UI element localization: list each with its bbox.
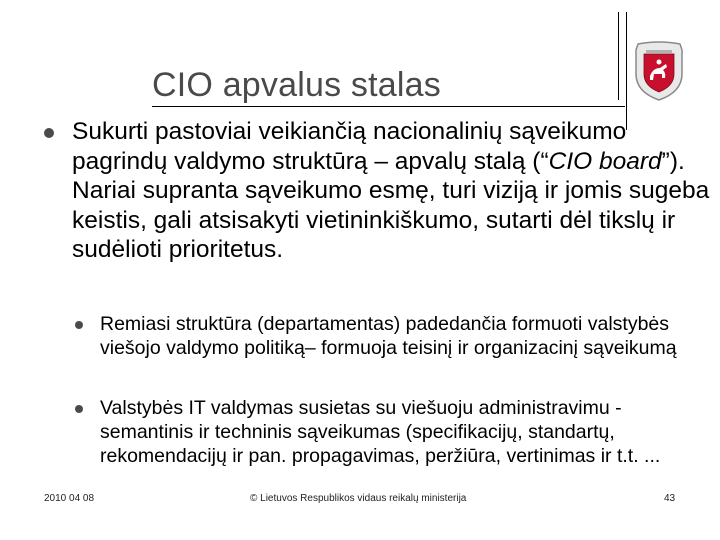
bullet-dot-sub-1 (75, 321, 83, 329)
main-bullet-text-italic: CIO board (548, 147, 662, 175)
coat-of-arms-icon (632, 40, 686, 102)
main-bullet-text-part2: ”). Nariai supranta sąveikumo esmę, turi viziją ir jomis sugeba keistis, gali atsisakyti vietininkiškumo, sutarti dėl tikslų ir sudėlioti prioritetus. (72, 147, 710, 263)
main-bullet-text (72, 117, 712, 265)
main-bullet-text-part1: Sukurti pastoviai veikiančią nacionalinių sąveikumo pagrindų valdymo struktūrą – apvalų stalą (“ (72, 118, 627, 175)
title-underline (152, 106, 625, 107)
sub-bullet-text-2: Valstybės IT valdymas susietas su viešuoju administravimu - semantinis ir techninis sąveikumas (specifikacijų, standartų, rekomendacijų ir pan. propagavimas, peržiūra, vertinimas ir t.t. ... (100, 397, 661, 467)
footer-copyright: © Lietuvos Respublikos vidaus reikalų ministerija (250, 493, 467, 504)
bullet-dot-sub-2 (75, 405, 83, 413)
footer-page-number: 43 (664, 493, 676, 504)
footer-date: 2010 04 08 (44, 493, 95, 504)
bullet-dot-main (44, 128, 54, 138)
frame-line-vertical-right (626, 12, 627, 130)
sub-bullet-text-1: Remiasi struktūra (departamentas) padedančia formuoti valstybės viešojo valdymo politiką– formuoja teisinį ir organizacinį sąveikumą (100, 313, 677, 359)
slide-title: CIO apvalus stalas (152, 66, 441, 104)
frame-line-vertical-left (618, 12, 619, 100)
